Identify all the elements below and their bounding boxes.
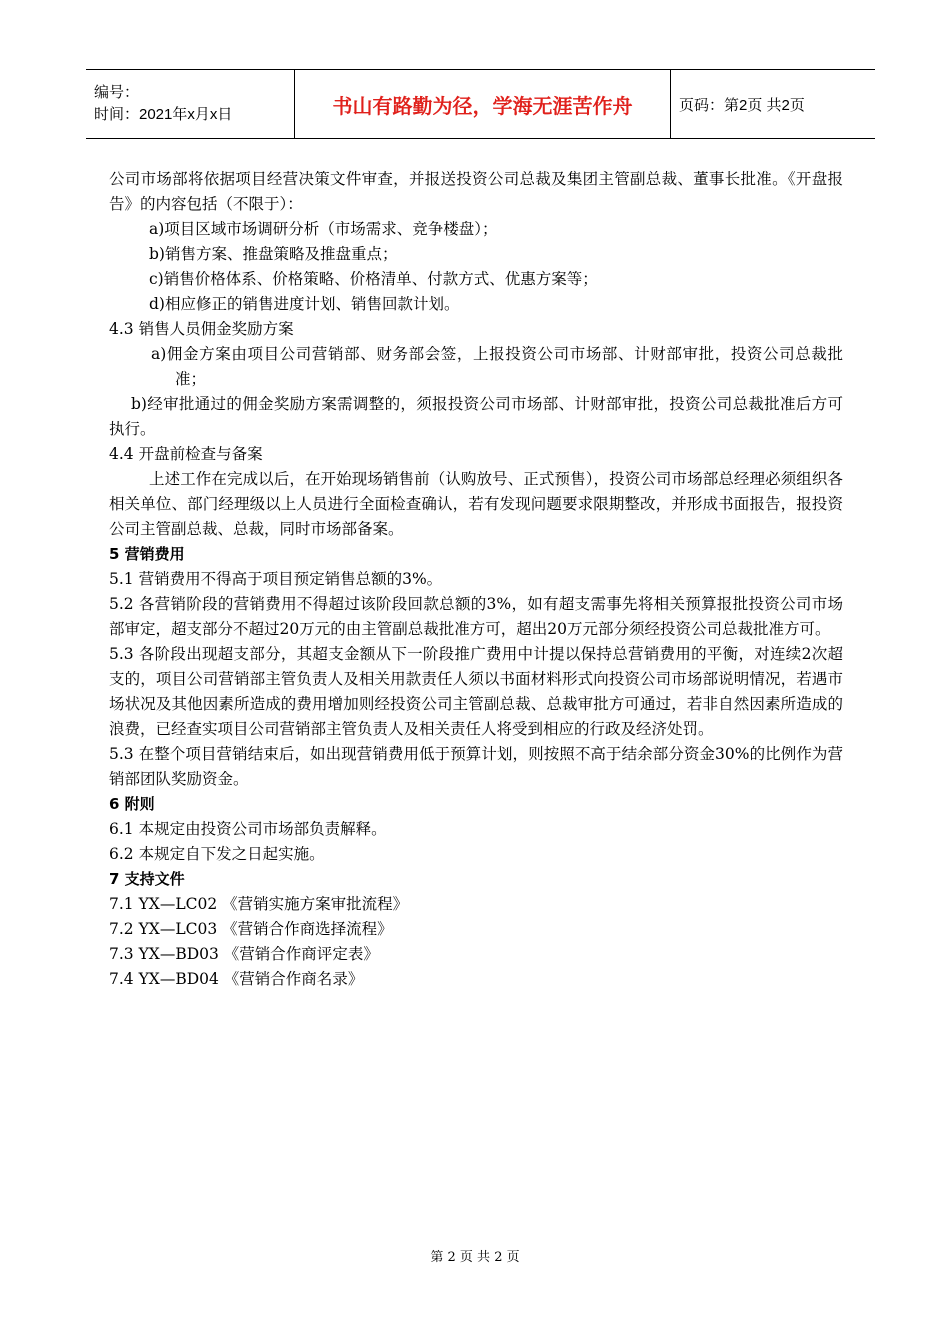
support-doc-7-3: 7.3 YX—BD03 《营销合作商评定表》 xyxy=(109,945,379,963)
header-page-number: 页码：第2页 共2页 xyxy=(679,96,805,114)
section-heading-6: 6 附则 xyxy=(109,795,155,813)
clause-5-3: 5.3 各阶段出现超支部分，其超支金额从下一阶段推广费用中计提以保持总营销费用的平衡，对连续2次超支的，项目公司营销部主管负责人及相关用款责任人须以书面材料形式向投资公司市场部说明情况，若遇市场状况及其他因素所造成的费用增加则经投资公司主管副总裁、总裁审批方可通过，若非自然因素所造成的浪费，已经查实项目公司营销部主管负责人及相关责任人将受到相应的行政及经济处罚。 xyxy=(109,645,843,738)
list-item-c: c)销售价格体系、价格策略、价格清单、付款方式、优惠方案等； xyxy=(149,270,598,288)
paragraph-inspection: 上述工作在完成以后，在开始现场销售前（认购放号、正式预售），投资公司市场部总经理必须组织各相关单位、部门经理级以上人员进行全面检查确认，若有发现问题要求限期整改，并形成书面报告，报投资公司主管副总裁、总裁，同时市场部备案。 xyxy=(109,470,843,538)
list-item-d: d)相应修正的销售进度计划、销售回款计划。 xyxy=(149,295,460,313)
clause-5-3-b: 5.3 在整个项目营销结束后，如出现营销费用低于预算计划，则按照不高于结余部分资金30%的比例作为营销部团队奖励资金。 xyxy=(109,745,843,788)
header-page-cell xyxy=(671,70,875,138)
support-doc-7-4: 7.4 YX—BD04 《营销合作商名录》 xyxy=(109,970,364,988)
list-item-a: a)项目区域市场调研分析（市场需求、竞争楼盘）； xyxy=(149,220,498,238)
section-heading-4-4: 4.4 开盘前检查与备案 xyxy=(109,445,263,463)
document-body xyxy=(109,167,843,992)
list-item-commission-a: a)佣金方案由项目公司营销部、财务部会签，上报投资公司市场部、计财部审批，投资公司总裁批准； xyxy=(151,345,843,388)
section-heading-7: 7 支持文件 xyxy=(109,870,185,888)
clause-5-2: 5.2 各营销阶段的营销费用不得超过该阶段回款总额的3%，如有超支需事先将相关预算报批投资公司市场部审定，超支部分不超过20万元的由主管副总裁批准方可，超出20万元部分须经投资公司总裁批准方可。 xyxy=(109,595,843,638)
header-meta xyxy=(86,70,294,138)
clause-6-1: 6.1 本规定由投资公司市场部负责解释。 xyxy=(109,820,387,838)
page-footer: 第 2 页 共 2 页 xyxy=(430,1250,520,1265)
page-header xyxy=(86,69,875,139)
support-doc-7-2: 7.2 YX—LC03 《营销合作商选择流程》 xyxy=(109,920,393,938)
section-heading-4-3: 4.3 销售人员佣金奖励方案 xyxy=(109,320,294,338)
document-time-label: 时间：2021年x月x日 xyxy=(94,106,233,123)
section-heading-5: 5 营销费用 xyxy=(109,545,185,563)
list-item-b: b)销售方案、推盘策略及推盘重点； xyxy=(149,245,398,263)
support-doc-7-1: 7.1 YX—LC02 《营销实施方案审批流程》 xyxy=(109,895,409,913)
paragraph-intro: 公司市场部将依据项目经营决策文件审查，并报送投资公司总裁及集团主管副总裁、董事长批准。《开盘报告》的内容包括（不限于）： xyxy=(109,170,843,213)
clause-5-1: 5.1 营销费用不得高于项目预定销售总额的3%。 xyxy=(109,570,443,588)
clause-6-2: 6.2 本规定自下发之日起实施。 xyxy=(109,845,325,863)
header-motto-cell xyxy=(294,70,671,138)
list-item-commission-b: b)经审批通过的佣金奖励方案需调整的，须报投资公司市场部、计财部审批，投资公司总裁批准后方可执行。 xyxy=(109,395,843,438)
header-motto: 书山有路勤为径，学海无涯苦作舟 xyxy=(332,93,633,118)
document-number-label: 编号： xyxy=(94,84,140,101)
